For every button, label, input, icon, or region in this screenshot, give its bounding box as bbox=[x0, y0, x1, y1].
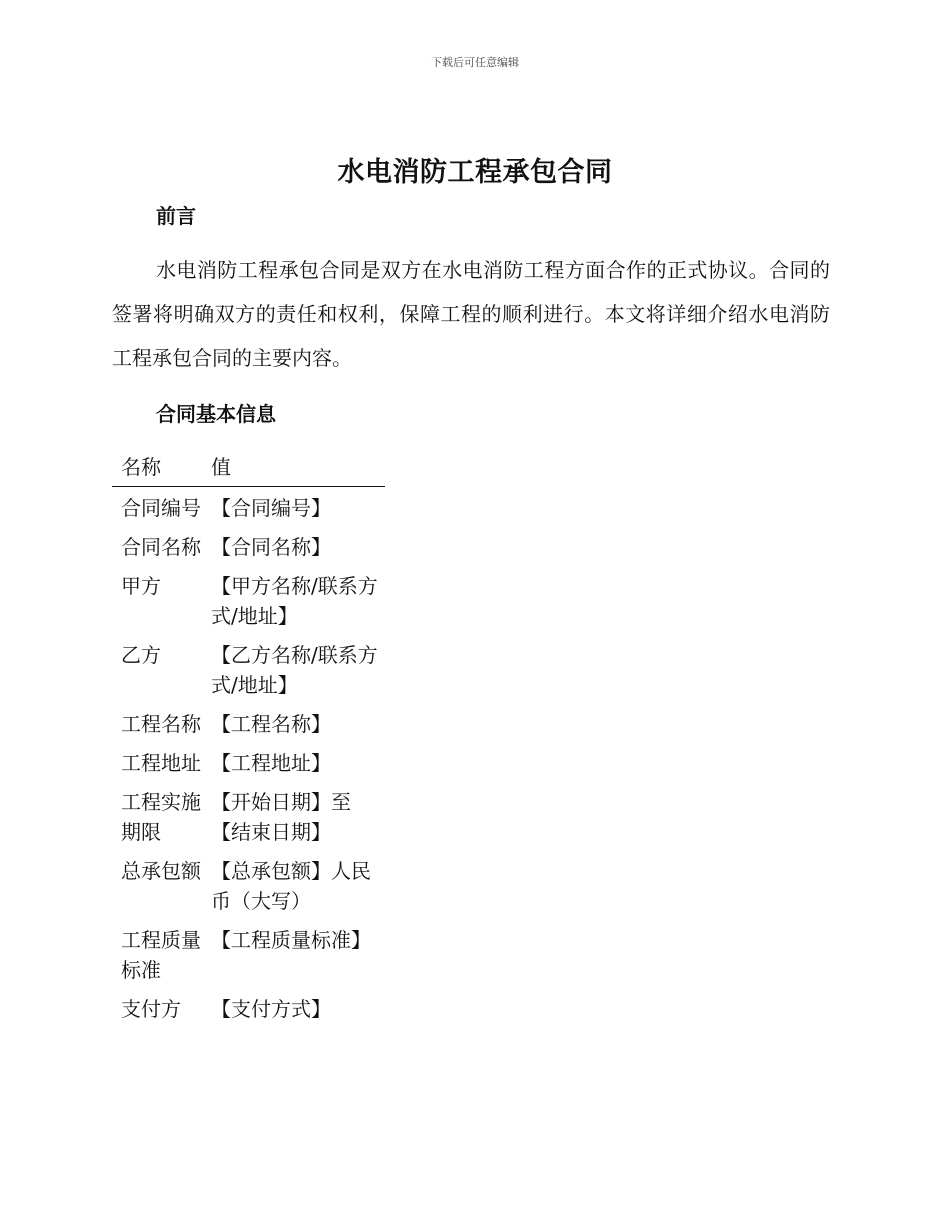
column-header-name: 名称 bbox=[112, 450, 202, 487]
table-row bbox=[112, 634, 385, 703]
row-name: 乙方 bbox=[121, 643, 161, 667]
row-name: 合同名称 bbox=[121, 535, 201, 559]
row-value: 【甲方名称/联系方式/地址】 bbox=[211, 574, 378, 628]
table-row bbox=[112, 703, 385, 742]
row-value: 【开始日期】至【结束日期】 bbox=[211, 790, 351, 844]
row-value: 【支付方式】 bbox=[211, 997, 331, 1021]
header-note: 下载后可任意编辑 bbox=[431, 56, 519, 69]
preface-paragraph: 水电消防工程承包合同是双方在水电消防工程方面合作的正式协议。合同的签署将明确双方的责任和权利，保障工程的顺利进行。本文将详细介绍水电消防工程承包合同的主要内容。 bbox=[112, 258, 830, 370]
table-row bbox=[112, 850, 385, 919]
table-row bbox=[112, 919, 385, 988]
table-row bbox=[112, 781, 385, 850]
table-header-row bbox=[112, 450, 385, 487]
document-title: 水电消防工程承包合同 bbox=[337, 157, 613, 188]
row-name: 甲方 bbox=[121, 574, 161, 598]
row-name: 工程质量标准 bbox=[121, 928, 201, 982]
row-value: 【合同编号】 bbox=[211, 496, 331, 520]
row-name: 支付方 bbox=[121, 997, 181, 1021]
table-row bbox=[112, 565, 385, 634]
preface-heading: 前言 bbox=[156, 204, 196, 228]
basic-info-table bbox=[112, 450, 385, 1027]
row-value: 【工程名称】 bbox=[211, 712, 331, 736]
row-value: 【总承包额】人民币（大写） bbox=[211, 859, 371, 913]
table-row bbox=[112, 742, 385, 781]
row-value: 【乙方名称/联系方式/地址】 bbox=[211, 643, 378, 697]
row-value: 【合同名称】 bbox=[211, 535, 331, 559]
table-row bbox=[112, 526, 385, 565]
row-name: 工程实施期限 bbox=[121, 790, 201, 844]
row-name: 合同编号 bbox=[121, 496, 201, 520]
row-name: 工程名称 bbox=[121, 712, 201, 736]
table-row bbox=[112, 988, 385, 1027]
row-value: 【工程质量标准】 bbox=[211, 928, 371, 952]
row-value: 【工程地址】 bbox=[211, 751, 331, 775]
basic-info-heading: 合同基本信息 bbox=[156, 402, 276, 426]
row-name: 工程地址 bbox=[121, 751, 201, 775]
row-name: 总承包额 bbox=[121, 859, 201, 883]
table-row bbox=[112, 487, 385, 527]
column-header-value: 值 bbox=[202, 450, 385, 487]
